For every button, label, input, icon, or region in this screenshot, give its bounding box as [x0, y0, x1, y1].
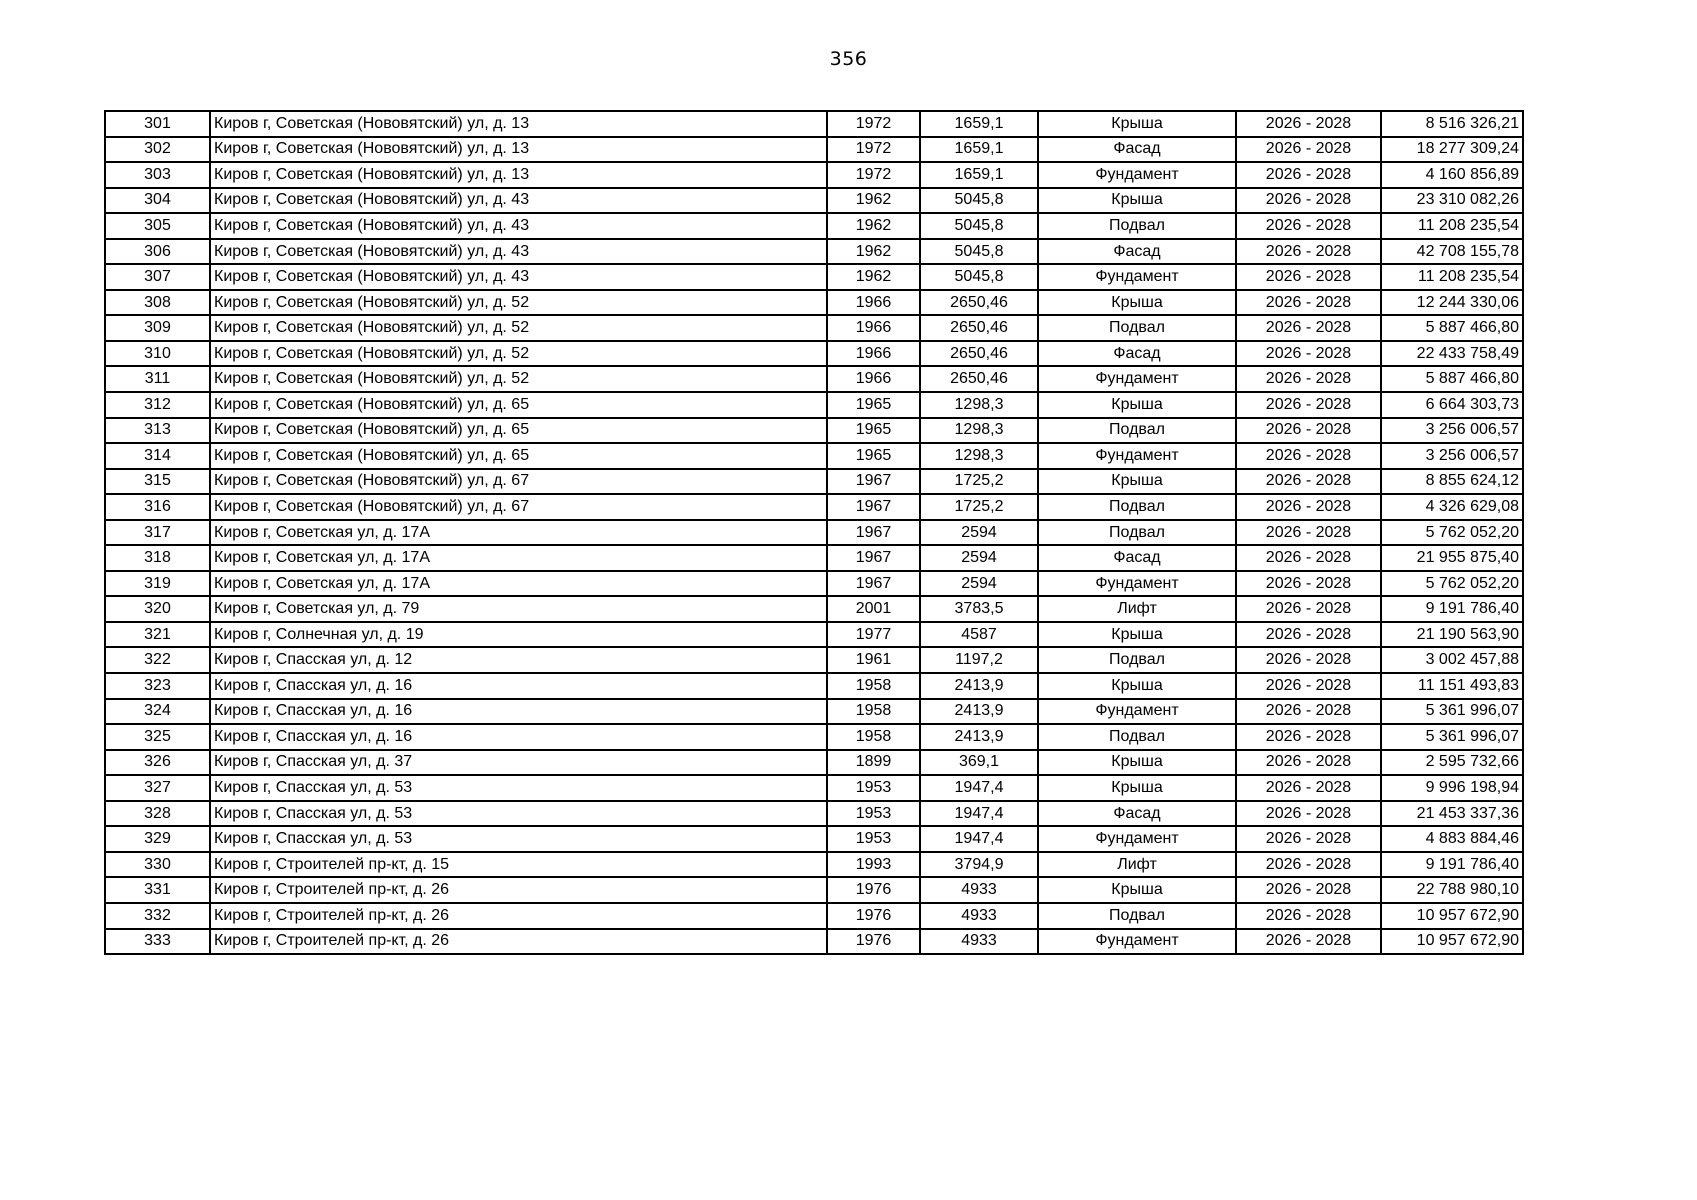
- work-type-cell: Подвал: [1038, 494, 1236, 520]
- period-cell: 2026 - 2028: [1236, 929, 1381, 955]
- work-type-cell: Крыша: [1038, 392, 1236, 418]
- area-cell: 1197,2: [920, 647, 1038, 673]
- work-type-cell: Фундамент: [1038, 366, 1236, 392]
- cost-cell: 6 664 303,73: [1381, 392, 1523, 418]
- year-built-cell: 1958: [827, 673, 920, 699]
- year-built-cell: 1953: [827, 801, 920, 827]
- table-row: [105, 750, 1523, 776]
- table-row: [105, 673, 1523, 699]
- work-type-cell: Подвал: [1038, 418, 1236, 444]
- cost-cell: 22 433 758,49: [1381, 341, 1523, 367]
- year-built-cell: 1967: [827, 545, 920, 571]
- table-row: [105, 852, 1523, 878]
- cost-cell: 9 191 786,40: [1381, 852, 1523, 878]
- address-cell: Киров г, Спасская ул, д. 16: [210, 673, 827, 699]
- year-built-cell: 1967: [827, 469, 920, 495]
- year-built-cell: 1965: [827, 418, 920, 444]
- work-type-cell: Подвал: [1038, 647, 1236, 673]
- period-cell: 2026 - 2028: [1236, 724, 1381, 750]
- row-number-cell: 330: [105, 852, 210, 878]
- cost-cell: 3 256 006,57: [1381, 418, 1523, 444]
- year-built-cell: 1962: [827, 213, 920, 239]
- year-built-cell: 1966: [827, 315, 920, 341]
- work-type-cell: Фасад: [1038, 137, 1236, 163]
- period-cell: 2026 - 2028: [1236, 290, 1381, 316]
- address-cell: Киров г, Советская (Нововятский) ул, д. 52: [210, 315, 827, 341]
- period-cell: 2026 - 2028: [1236, 699, 1381, 725]
- period-cell: 2026 - 2028: [1236, 111, 1381, 137]
- work-type-cell: Фундамент: [1038, 826, 1236, 852]
- area-cell: 1659,1: [920, 111, 1038, 137]
- period-cell: 2026 - 2028: [1236, 264, 1381, 290]
- area-cell: 1947,4: [920, 826, 1038, 852]
- row-number-cell: 327: [105, 775, 210, 801]
- period-cell: 2026 - 2028: [1236, 239, 1381, 265]
- period-cell: 2026 - 2028: [1236, 775, 1381, 801]
- table-row: [105, 520, 1523, 546]
- table-row: [105, 699, 1523, 725]
- work-type-cell: Фундамент: [1038, 929, 1236, 955]
- year-built-cell: 1967: [827, 520, 920, 546]
- cost-cell: 4 326 629,08: [1381, 494, 1523, 520]
- row-number-cell: 323: [105, 673, 210, 699]
- period-cell: 2026 - 2028: [1236, 596, 1381, 622]
- cost-cell: 8 855 624,12: [1381, 469, 1523, 495]
- cost-cell: 22 788 980,10: [1381, 877, 1523, 903]
- area-cell: 2413,9: [920, 724, 1038, 750]
- area-cell: 1298,3: [920, 418, 1038, 444]
- address-cell: Киров г, Строителей пр-кт, д. 26: [210, 929, 827, 955]
- period-cell: 2026 - 2028: [1236, 366, 1381, 392]
- table-row: [105, 622, 1523, 648]
- row-number-cell: 305: [105, 213, 210, 239]
- work-type-cell: Лифт: [1038, 596, 1236, 622]
- cost-cell: 42 708 155,78: [1381, 239, 1523, 265]
- cost-cell: 5 887 466,80: [1381, 315, 1523, 341]
- address-cell: Киров г, Солнечная ул, д. 19: [210, 622, 827, 648]
- cost-cell: 10 957 672,90: [1381, 903, 1523, 929]
- cost-cell: 5 762 052,20: [1381, 520, 1523, 546]
- address-cell: Киров г, Советская (Нововятский) ул, д. 67: [210, 494, 827, 520]
- address-cell: Киров г, Советская (Нововятский) ул, д. 65: [210, 443, 827, 469]
- row-number-cell: 328: [105, 801, 210, 827]
- area-cell: 2594: [920, 545, 1038, 571]
- row-number-cell: 320: [105, 596, 210, 622]
- area-cell: 1298,3: [920, 392, 1038, 418]
- table-row: [105, 366, 1523, 392]
- row-number-cell: 332: [105, 903, 210, 929]
- period-cell: 2026 - 2028: [1236, 188, 1381, 214]
- address-cell: Киров г, Советская (Нововятский) ул, д. 13: [210, 111, 827, 137]
- work-type-cell: Крыша: [1038, 111, 1236, 137]
- area-cell: 5045,8: [920, 264, 1038, 290]
- cost-cell: 5 887 466,80: [1381, 366, 1523, 392]
- period-cell: 2026 - 2028: [1236, 903, 1381, 929]
- table-row: [105, 801, 1523, 827]
- year-built-cell: 1961: [827, 647, 920, 673]
- cost-cell: 9 996 198,94: [1381, 775, 1523, 801]
- cost-cell: 21 955 875,40: [1381, 545, 1523, 571]
- table-row: [105, 775, 1523, 801]
- period-cell: 2026 - 2028: [1236, 443, 1381, 469]
- period-cell: 2026 - 2028: [1236, 341, 1381, 367]
- period-cell: 2026 - 2028: [1236, 647, 1381, 673]
- address-cell: Киров г, Советская ул, д. 17А: [210, 571, 827, 597]
- row-number-cell: 303: [105, 162, 210, 188]
- table-row: [105, 877, 1523, 903]
- row-number-cell: 313: [105, 418, 210, 444]
- area-cell: 2650,46: [920, 341, 1038, 367]
- cost-cell: 18 277 309,24: [1381, 137, 1523, 163]
- table-row: [105, 137, 1523, 163]
- area-cell: 4933: [920, 903, 1038, 929]
- row-number-cell: 301: [105, 111, 210, 137]
- area-cell: 2594: [920, 571, 1038, 597]
- row-number-cell: 329: [105, 826, 210, 852]
- year-built-cell: 1962: [827, 239, 920, 265]
- table-row: [105, 571, 1523, 597]
- area-cell: 369,1: [920, 750, 1038, 776]
- period-cell: 2026 - 2028: [1236, 520, 1381, 546]
- row-number-cell: 315: [105, 469, 210, 495]
- cost-cell: 21 453 337,36: [1381, 801, 1523, 827]
- work-type-cell: Крыша: [1038, 469, 1236, 495]
- table-row: [105, 290, 1523, 316]
- period-cell: 2026 - 2028: [1236, 162, 1381, 188]
- work-type-cell: Фундамент: [1038, 571, 1236, 597]
- cost-cell: 5 361 996,07: [1381, 724, 1523, 750]
- area-cell: 2413,9: [920, 673, 1038, 699]
- year-built-cell: 1958: [827, 724, 920, 750]
- address-cell: Киров г, Советская (Нововятский) ул, д. 43: [210, 213, 827, 239]
- area-cell: 1659,1: [920, 137, 1038, 163]
- period-cell: 2026 - 2028: [1236, 801, 1381, 827]
- work-type-cell: Фундамент: [1038, 443, 1236, 469]
- year-built-cell: 1976: [827, 877, 920, 903]
- year-built-cell: 1993: [827, 852, 920, 878]
- row-number-cell: 333: [105, 929, 210, 955]
- row-number-cell: 309: [105, 315, 210, 341]
- table-row: [105, 903, 1523, 929]
- cost-cell: 5 762 052,20: [1381, 571, 1523, 597]
- year-built-cell: 1962: [827, 264, 920, 290]
- row-number-cell: 322: [105, 647, 210, 673]
- work-type-cell: Крыша: [1038, 188, 1236, 214]
- year-built-cell: 1972: [827, 162, 920, 188]
- address-cell: Киров г, Советская (Нововятский) ул, д. 52: [210, 290, 827, 316]
- period-cell: 2026 - 2028: [1236, 469, 1381, 495]
- period-cell: 2026 - 2028: [1236, 571, 1381, 597]
- cost-cell: 11 151 493,83: [1381, 673, 1523, 699]
- work-type-cell: Подвал: [1038, 315, 1236, 341]
- year-built-cell: 1962: [827, 188, 920, 214]
- work-type-cell: Крыша: [1038, 673, 1236, 699]
- cost-cell: 4 883 884,46: [1381, 826, 1523, 852]
- row-number-cell: 310: [105, 341, 210, 367]
- cost-cell: 10 957 672,90: [1381, 929, 1523, 955]
- table-row: [105, 494, 1523, 520]
- year-built-cell: 1965: [827, 392, 920, 418]
- year-built-cell: 2001: [827, 596, 920, 622]
- table-row: [105, 724, 1523, 750]
- address-cell: Киров г, Советская ул, д. 79: [210, 596, 827, 622]
- year-built-cell: 1958: [827, 699, 920, 725]
- cost-cell: 12 244 330,06: [1381, 290, 1523, 316]
- work-type-cell: Фасад: [1038, 239, 1236, 265]
- work-type-cell: Крыша: [1038, 622, 1236, 648]
- work-type-cell: Крыша: [1038, 877, 1236, 903]
- address-cell: Киров г, Строителей пр-кт, д. 26: [210, 903, 827, 929]
- row-number-cell: 307: [105, 264, 210, 290]
- area-cell: 2650,46: [920, 366, 1038, 392]
- address-cell: Киров г, Советская (Нововятский) ул, д. 13: [210, 137, 827, 163]
- table-row: [105, 596, 1523, 622]
- period-cell: 2026 - 2028: [1236, 750, 1381, 776]
- address-cell: Киров г, Строителей пр-кт, д. 15: [210, 852, 827, 878]
- work-type-cell: Фундамент: [1038, 264, 1236, 290]
- row-number-cell: 318: [105, 545, 210, 571]
- address-cell: Киров г, Спасская ул, д. 53: [210, 801, 827, 827]
- work-type-cell: Подвал: [1038, 903, 1236, 929]
- table-row: [105, 264, 1523, 290]
- period-cell: 2026 - 2028: [1236, 877, 1381, 903]
- address-cell: Киров г, Советская (Нововятский) ул, д. 52: [210, 341, 827, 367]
- work-type-cell: Лифт: [1038, 852, 1236, 878]
- year-built-cell: 1899: [827, 750, 920, 776]
- table-row: [105, 239, 1523, 265]
- address-cell: Киров г, Спасская ул, д. 53: [210, 775, 827, 801]
- row-number-cell: 312: [105, 392, 210, 418]
- table-row: [105, 213, 1523, 239]
- table-row: [105, 545, 1523, 571]
- year-built-cell: 1976: [827, 903, 920, 929]
- year-built-cell: 1972: [827, 111, 920, 137]
- area-cell: 3794,9: [920, 852, 1038, 878]
- period-cell: 2026 - 2028: [1236, 852, 1381, 878]
- address-cell: Киров г, Советская ул, д. 17А: [210, 545, 827, 571]
- table-row: [105, 469, 1523, 495]
- row-number-cell: 324: [105, 699, 210, 725]
- table-row: [105, 162, 1523, 188]
- address-cell: Киров г, Советская (Нововятский) ул, д. 67: [210, 469, 827, 495]
- area-cell: 1659,1: [920, 162, 1038, 188]
- year-built-cell: 1967: [827, 571, 920, 597]
- work-type-cell: Крыша: [1038, 290, 1236, 316]
- address-cell: Киров г, Советская (Нововятский) ул, д. 43: [210, 264, 827, 290]
- cost-cell: 11 208 235,54: [1381, 213, 1523, 239]
- work-type-cell: Фундамент: [1038, 699, 1236, 725]
- period-cell: 2026 - 2028: [1236, 494, 1381, 520]
- table-row: [105, 826, 1523, 852]
- table-row: [105, 929, 1523, 955]
- period-cell: 2026 - 2028: [1236, 545, 1381, 571]
- row-number-cell: 314: [105, 443, 210, 469]
- area-cell: 1947,4: [920, 775, 1038, 801]
- address-cell: Киров г, Советская ул, д. 17А: [210, 520, 827, 546]
- row-number-cell: 331: [105, 877, 210, 903]
- area-cell: 2650,46: [920, 290, 1038, 316]
- area-cell: 2650,46: [920, 315, 1038, 341]
- row-number-cell: 302: [105, 137, 210, 163]
- cost-cell: 11 208 235,54: [1381, 264, 1523, 290]
- year-built-cell: 1966: [827, 290, 920, 316]
- table-row: [105, 341, 1523, 367]
- address-cell: Киров г, Советская (Нововятский) ул, д. 43: [210, 239, 827, 265]
- area-cell: 5045,8: [920, 213, 1038, 239]
- period-cell: 2026 - 2028: [1236, 673, 1381, 699]
- row-number-cell: 311: [105, 366, 210, 392]
- address-cell: Киров г, Строителей пр-кт, д. 26: [210, 877, 827, 903]
- area-cell: 1298,3: [920, 443, 1038, 469]
- row-number-cell: 316: [105, 494, 210, 520]
- table-row: [105, 111, 1523, 137]
- cost-cell: 2 595 732,66: [1381, 750, 1523, 776]
- year-built-cell: 1953: [827, 826, 920, 852]
- cost-cell: 5 361 996,07: [1381, 699, 1523, 725]
- address-cell: Киров г, Спасская ул, д. 12: [210, 647, 827, 673]
- cost-cell: 21 190 563,90: [1381, 622, 1523, 648]
- address-cell: Киров г, Советская (Нововятский) ул, д. 52: [210, 366, 827, 392]
- row-number-cell: 326: [105, 750, 210, 776]
- work-type-cell: Крыша: [1038, 750, 1236, 776]
- period-cell: 2026 - 2028: [1236, 392, 1381, 418]
- area-cell: 4587: [920, 622, 1038, 648]
- year-built-cell: 1965: [827, 443, 920, 469]
- work-type-cell: Подвал: [1038, 724, 1236, 750]
- row-number-cell: 306: [105, 239, 210, 265]
- repair-schedule-table: [104, 110, 1524, 955]
- area-cell: 1725,2: [920, 494, 1038, 520]
- address-cell: Киров г, Спасская ул, д. 53: [210, 826, 827, 852]
- address-cell: Киров г, Советская (Нововятский) ул, д. 13: [210, 162, 827, 188]
- table-row: [105, 315, 1523, 341]
- table-row: [105, 418, 1523, 444]
- row-number-cell: 317: [105, 520, 210, 546]
- work-type-cell: Фасад: [1038, 801, 1236, 827]
- area-cell: 3783,5: [920, 596, 1038, 622]
- table-row: [105, 392, 1523, 418]
- cost-cell: 4 160 856,89: [1381, 162, 1523, 188]
- row-number-cell: 304: [105, 188, 210, 214]
- year-built-cell: 1953: [827, 775, 920, 801]
- address-cell: Киров г, Спасская ул, д. 16: [210, 724, 827, 750]
- cost-cell: 3 256 006,57: [1381, 443, 1523, 469]
- page-number: 356: [829, 48, 868, 70]
- work-type-cell: Подвал: [1038, 520, 1236, 546]
- cost-cell: 3 002 457,88: [1381, 647, 1523, 673]
- work-type-cell: Крыша: [1038, 775, 1236, 801]
- address-cell: Киров г, Спасская ул, д. 37: [210, 750, 827, 776]
- year-built-cell: 1972: [827, 137, 920, 163]
- year-built-cell: 1976: [827, 929, 920, 955]
- row-number-cell: 308: [105, 290, 210, 316]
- period-cell: 2026 - 2028: [1236, 826, 1381, 852]
- table-row: [105, 443, 1523, 469]
- address-cell: Киров г, Советская (Нововятский) ул, д. 65: [210, 418, 827, 444]
- year-built-cell: 1977: [827, 622, 920, 648]
- year-built-cell: 1966: [827, 366, 920, 392]
- address-cell: Киров г, Советская (Нововятский) ул, д. 43: [210, 188, 827, 214]
- area-cell: 1725,2: [920, 469, 1038, 495]
- address-cell: Киров г, Советская (Нововятский) ул, д. 65: [210, 392, 827, 418]
- area-cell: 1947,4: [920, 801, 1038, 827]
- work-type-cell: Подвал: [1038, 213, 1236, 239]
- area-cell: 4933: [920, 929, 1038, 955]
- work-type-cell: Фундамент: [1038, 162, 1236, 188]
- table-body: [105, 111, 1523, 954]
- year-built-cell: 1966: [827, 341, 920, 367]
- period-cell: 2026 - 2028: [1236, 622, 1381, 648]
- cost-cell: 9 191 786,40: [1381, 596, 1523, 622]
- period-cell: 2026 - 2028: [1236, 213, 1381, 239]
- row-number-cell: 321: [105, 622, 210, 648]
- row-number-cell: 319: [105, 571, 210, 597]
- work-type-cell: Фасад: [1038, 545, 1236, 571]
- area-cell: 4933: [920, 877, 1038, 903]
- year-built-cell: 1967: [827, 494, 920, 520]
- period-cell: 2026 - 2028: [1236, 315, 1381, 341]
- period-cell: 2026 - 2028: [1236, 418, 1381, 444]
- area-cell: 5045,8: [920, 239, 1038, 265]
- address-cell: Киров г, Спасская ул, д. 16: [210, 699, 827, 725]
- row-number-cell: 325: [105, 724, 210, 750]
- area-cell: 2594: [920, 520, 1038, 546]
- cost-cell: 8 516 326,21: [1381, 111, 1523, 137]
- area-cell: 5045,8: [920, 188, 1038, 214]
- work-type-cell: Фасад: [1038, 341, 1236, 367]
- table-row: [105, 188, 1523, 214]
- area-cell: 2413,9: [920, 699, 1038, 725]
- period-cell: 2026 - 2028: [1236, 137, 1381, 163]
- table-row: [105, 647, 1523, 673]
- cost-cell: 23 310 082,26: [1381, 188, 1523, 214]
